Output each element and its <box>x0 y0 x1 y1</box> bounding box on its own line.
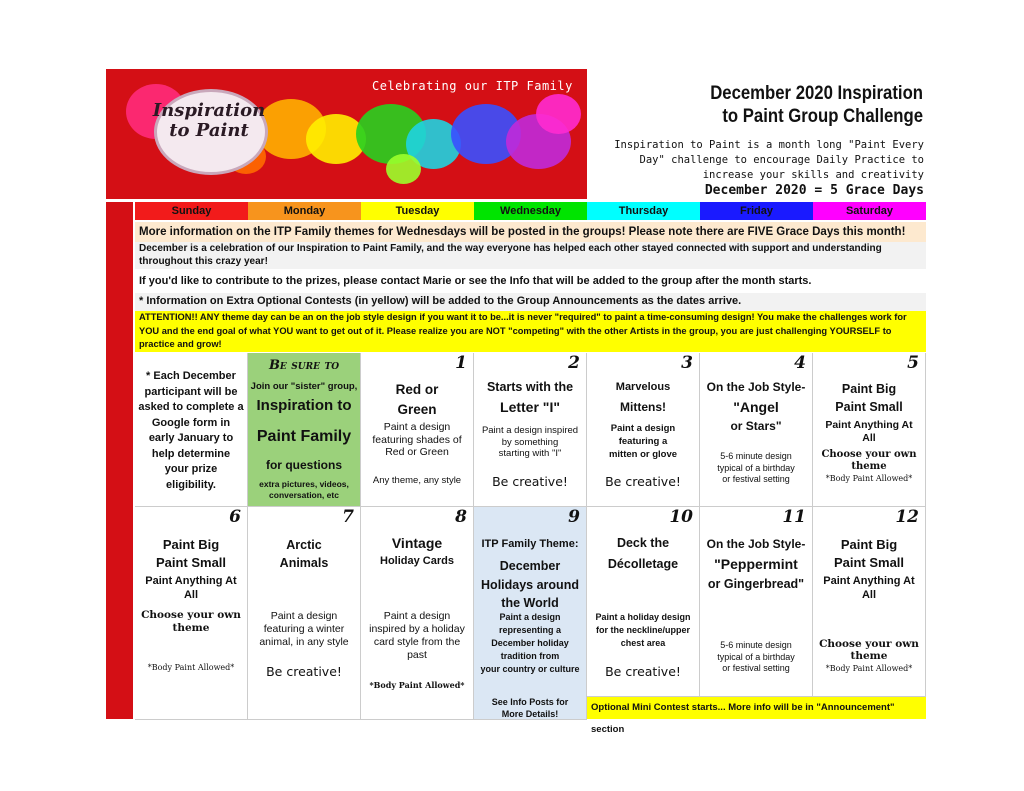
day-number: 11 <box>782 507 806 527</box>
day-number: 6 <box>229 507 241 527</box>
detail-line: typical of a birthday <box>717 651 795 662</box>
detail-line: See Info Posts for <box>491 697 569 707</box>
detail-line: *Body Paint Allowed* <box>825 474 913 483</box>
day-label-thursday: Thursday <box>587 202 700 220</box>
desc-line-1: Inspiration to Paint is a month long "Paint Every <box>614 139 924 151</box>
day-number: 8 <box>455 507 467 527</box>
info-row-1: More information on the ITP Family themes for Wednesdays will be posted in the groups! Please note there are FIVE Grace Days this month! <box>135 222 926 242</box>
header-banner <box>106 69 587 199</box>
title-line-1: December 2020 Inspiration <box>710 83 923 104</box>
be-sure-to-heading: Be sure to <box>268 358 340 373</box>
detail-line: Paint a design <box>499 612 561 622</box>
detail-line: Choose your own <box>141 609 241 621</box>
day-label-monday: Monday <box>248 202 361 220</box>
detail-line: *Body Paint Allowed* <box>825 664 913 673</box>
day-number: 4 <box>794 353 806 373</box>
cell-day-10 <box>587 507 700 697</box>
theme-line: Letter "I" <box>500 399 560 415</box>
besure-line: Inspiration to <box>256 397 352 414</box>
detail-line: or festival setting <box>722 663 790 673</box>
cell-day-7 <box>248 507 361 720</box>
desc-line-3: increase your skills and creativity <box>702 169 924 181</box>
day-label-tuesday: Tuesday <box>361 202 474 220</box>
cell-day-8 <box>361 507 474 720</box>
detail-line: Be creative! <box>605 664 681 679</box>
day-label-sunday: Sunday <box>135 202 248 220</box>
detail-line: 5-6 minute design <box>720 640 792 650</box>
theme-line: Animals <box>279 556 329 570</box>
note-line: asked to complete a <box>138 401 244 413</box>
theme-line: December <box>499 559 561 573</box>
detail-line: Be creative! <box>605 474 681 489</box>
cell-day-12 <box>813 507 926 697</box>
detail-line: Choose your own <box>819 638 919 650</box>
note-line: eligibility. <box>166 478 216 491</box>
theme-line: On the Job Style- <box>706 380 806 394</box>
cell-day-1 <box>361 353 474 507</box>
day-label-saturday: Saturday <box>813 202 926 220</box>
detail-line: All <box>862 432 876 444</box>
day-number: 1 <box>455 353 467 373</box>
detail-line: typical of a birthday <box>717 462 795 473</box>
theme-line: "Peppermint <box>714 556 798 572</box>
mini-contest-banner: Optional Mini Contest starts... More info will be in "Announcement" section <box>587 697 926 719</box>
detail-line: Paint Anything At <box>145 575 237 587</box>
detail-line: Red or Green <box>385 446 449 458</box>
cell-day-2 <box>474 353 587 507</box>
theme-line: Starts with the <box>486 380 574 394</box>
note-line: Google form in <box>151 416 231 429</box>
info-row-5-attention: ATTENTION!! ANY theme day can be an on the job style design if you want it to be...it is never "required" to paint a time-consuming design! You make the challenges work for YOU and the end goal of what YOU want to get out of it. Please realize you are NOT "competing" with the other Artists in the group, you are just challenging YOURSELF to practice and grow! <box>135 311 926 352</box>
theme-line: On the Job Style- <box>706 537 806 551</box>
detail-line: Paint Anything At <box>825 419 913 431</box>
theme-line: Décolletage <box>607 557 679 571</box>
detail-line: by something <box>501 436 559 448</box>
theme-line: Vintage <box>391 535 443 551</box>
theme-line: Paint Big <box>840 537 898 552</box>
cell-day-5 <box>813 353 926 507</box>
detail-line: theme <box>172 622 210 634</box>
detail-line: Choose your own <box>821 449 917 460</box>
theme-line: Arctic <box>286 538 322 552</box>
detail-line: All <box>183 589 199 601</box>
day-label-friday: Friday <box>700 202 813 220</box>
description <box>592 138 924 183</box>
detail-line: Paint a holiday design <box>595 612 691 622</box>
theme-line: Green <box>397 402 437 417</box>
detail-line: starting with "I" <box>498 448 562 459</box>
detail-line: December holiday <box>491 638 569 648</box>
page-title <box>639 82 923 128</box>
left-red-bar <box>106 202 133 719</box>
detail-line: Paint a design inspired <box>481 425 579 436</box>
theme-line: ITP Family Theme: <box>481 538 579 550</box>
detail-line: for the neckline/upper <box>595 625 691 635</box>
detail-line: Paint Anything At <box>823 575 915 587</box>
detail-line: Be creative! <box>492 474 568 489</box>
detail-line: featuring a winter <box>263 623 345 635</box>
cell-be-sure-to <box>248 353 361 507</box>
theme-line: Holiday Cards <box>380 555 454 567</box>
besure-line: Paint Family <box>256 428 352 445</box>
day-header <box>135 202 926 220</box>
day-number: 7 <box>342 507 354 527</box>
cell-day-9 <box>474 507 587 720</box>
cell-day-4 <box>700 353 813 507</box>
day-number: 9 <box>568 507 580 527</box>
title-line-2: to Paint Group Challenge <box>722 106 923 127</box>
theme-line: "Angel <box>733 399 779 415</box>
banner-tagline: Celebrating our ITP Family <box>372 79 573 93</box>
detail-line: Any theme, any style <box>372 475 462 486</box>
day-number: 10 <box>669 507 693 527</box>
desc-line-2: Day" challenge to encourage Daily Practice to <box>639 154 924 166</box>
theme-line: Mittens! <box>620 400 666 414</box>
day-number: 3 <box>681 353 693 373</box>
besure-line: conversation, etc <box>269 490 339 500</box>
theme-line: Red or <box>395 382 439 397</box>
day-number: 2 <box>568 353 580 373</box>
detail-line: inspired by a holiday <box>369 623 465 635</box>
cell-day-6 <box>135 507 248 720</box>
grace-days: December 2020 = 5 Grace Days <box>704 183 924 198</box>
detail-line: representing a <box>498 625 562 635</box>
logo <box>144 101 274 141</box>
detail-line: card style from the <box>373 636 461 648</box>
detail-line: mitten or glove <box>608 449 678 460</box>
logo-line-2: to Paint <box>169 120 249 141</box>
detail-line: More Details! <box>501 709 559 719</box>
theme-line: Paint Small <box>155 555 227 570</box>
theme-line: Paint Small <box>833 555 905 570</box>
day-number: 5 <box>907 353 919 373</box>
theme-line: Paint Big <box>841 382 897 396</box>
note-line: * Each December <box>146 370 236 382</box>
cell-day-3 <box>587 353 700 507</box>
cell-note <box>135 353 248 507</box>
theme-line: the World <box>501 596 559 610</box>
theme-line: Paint Small <box>835 400 903 414</box>
detail-line: featuring a <box>618 436 668 447</box>
note-line: help determine <box>151 447 231 460</box>
theme-line: Marvelous <box>615 381 671 393</box>
detail-line: *Body Paint Allowed* <box>369 680 465 690</box>
detail-line: Paint a design <box>383 610 451 622</box>
detail-line: featuring shades of <box>372 433 462 446</box>
info-row-4: * Information on Extra Optional Contests (in yellow) will be added to the Group Announcements as the dates arrive. <box>135 293 926 311</box>
note-line: early January to <box>148 432 234 444</box>
besure-line: for questions <box>265 458 342 472</box>
theme-line: Paint Big <box>162 537 220 552</box>
detail-line: Paint a design <box>270 610 338 622</box>
note-line: your prize <box>164 463 218 475</box>
detail-line: your country or culture <box>480 664 580 674</box>
cell-day-11 <box>700 507 813 697</box>
detail-line: theme <box>851 461 887 472</box>
logo-line-1: Inspiration <box>152 100 266 121</box>
detail-line: All <box>861 589 877 601</box>
day-number: 12 <box>895 507 919 527</box>
detail-line: tradition from <box>500 651 560 661</box>
besure-line: extra pictures, videos, <box>259 479 349 489</box>
info-row-3: If you'd like to contribute to the prizes, please contact Marie or see the Info that will be added to the group after the month starts. <box>139 275 812 287</box>
detail-line: Be creative! <box>266 664 342 679</box>
detail-line: Paint a design <box>383 421 451 433</box>
theme-line: Deck the <box>616 536 670 550</box>
theme-line: or Stars" <box>730 419 782 433</box>
theme-line: Holidays around <box>481 577 579 592</box>
detail-line: *Body Paint Allowed* <box>147 663 235 672</box>
detail-line: chest area <box>620 638 666 648</box>
detail-line: or festival setting <box>722 474 790 484</box>
detail-line: animal, in any style <box>259 636 349 648</box>
besure-line: Join our "sister" group, <box>250 381 358 392</box>
detail-line: theme <box>850 650 888 662</box>
info-row-2: December is a celebration of our Inspiration to Paint Family, and the way everyone has helped each other stayed connected with support and understanding throughout this crazy year! <box>135 242 926 269</box>
day-label-wednesday: Wednesday <box>474 202 587 220</box>
note-line: participant will be <box>144 385 238 398</box>
detail-line: Paint a design <box>610 423 676 434</box>
detail-line: 5-6 minute design <box>720 451 792 461</box>
theme-line: or Gingerbread" <box>707 577 805 591</box>
detail-line: past <box>407 649 427 661</box>
